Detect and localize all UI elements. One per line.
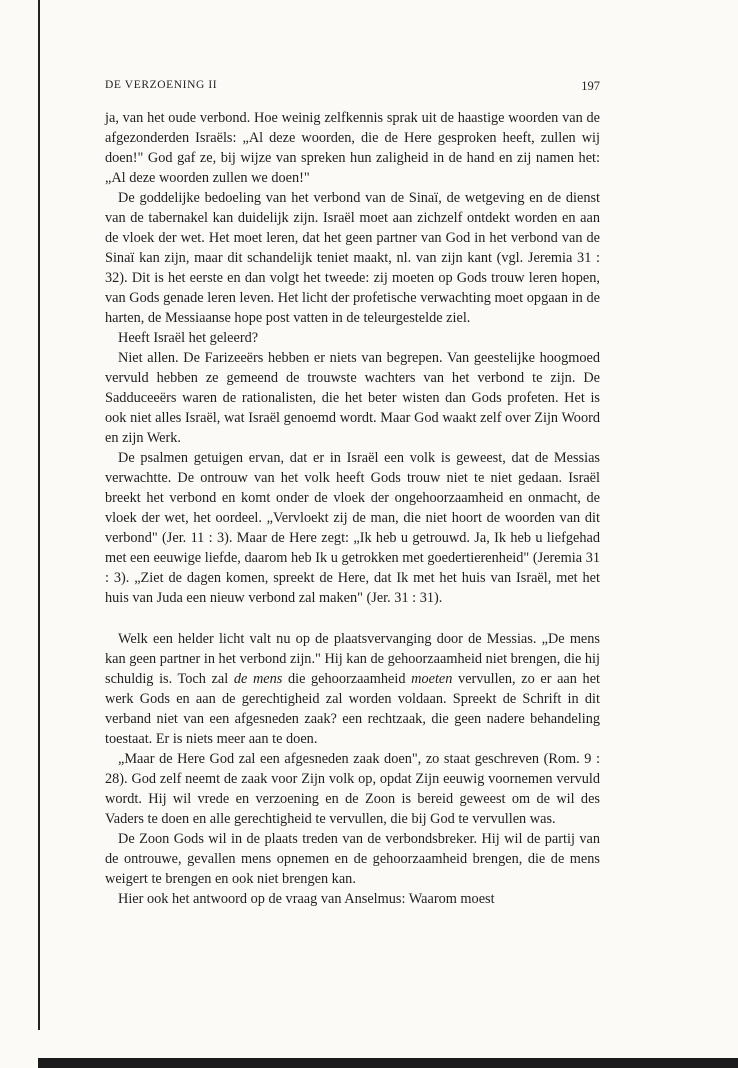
paragraph: ja, van het oude verbond. Hoe weinig zelfkennis sprak uit de haastige woorden van de afgezonderden Israëls: „Al deze woorden, die de Here gesproken heeft, zullen wij doen!" God gaf ze, bij wijze van spreken hun zaligheid in de hand en zij namen het: „Al deze woorden zullen we doen!" [105, 110, 600, 186]
emphasis: moeten [411, 671, 453, 687]
paragraph: „Maar de Here God zal een afgesneden zaak doen", zo staat geschreven (Rom. 9 : 28). God zelf neemt de zaak voor Zijn volk op, opdat Zijn eeuwig voornemen vervuld wordt. Hij wil vrede en verzoening en de Zoon is bereid geweest om de wil des Vaders te doen en alle gerechtigheid te vervullen, die bij God te vervullen was. [105, 751, 600, 827]
paragraph: De goddelijke bedoeling van het verbond van de Sinaï, de wetgeving en de dienst van de tabernakel kan duidelijk zijn. Israël moet aan zichzelf ontdekt worden en aan de vloek der wet. Het moet leren, dat het geen partner van God in het verbond van de Sinaï kan zijn, maar dit schandelijk teniet maakt, nl. van zijn kant (vgl. Jeremia 31 : 32). Dit is het eerste en dan volgt het tweede: zij moeten op Gods trouw leren hopen, van Gods genade leren leven. Het licht der profetische verwachting moet opgaan in de harten, de Messiaanse hope post vatten in de teleurgestelde ziel. [105, 190, 600, 326]
scan-left-edge [38, 0, 40, 1030]
page-number: 197 [581, 79, 600, 93]
text-run: vervullen, zo er aan het werk Gods en aan de gerechtigheid zal worden voldaan. Spreekt de Schrift in dit verband niet van een afgesneden zaak? een rechtzaak, die geen nadere behandeling toestaat. Er is niets meer aan te doen. [105, 671, 601, 747]
scan-bottom-edge [38, 1058, 738, 1068]
body-text [105, 108, 600, 909]
paragraph: Hier ook het antwoord op de vraag van Anselmus: Waarom moest [118, 891, 495, 907]
text-run: Welk een helder licht valt nu op de plaatsvervanging door de Messias. „De mens kan geen partner in het verbond zijn." Hij kan de gehoorzaamheid niet brengen, die hij schuldig is. Toch zal [105, 631, 600, 687]
paragraph: Niet allen. De Farizeeërs hebben er niets van begrepen. Van geestelijke hoogmoed vervuld hebben ze gemeend de trouwste wachters van het verbond te zijn. De Sadduceeërs waren de rationalisten, die het beter wisten dan Gods profeten. Het is ook niet alles Israël, wat Israël genoemd wordt. Maar God waakt zelf over Zijn Woord en zijn Werk. [105, 350, 600, 446]
paragraph: De Zoon Gods wil in de plaats treden van de verbondsbreker. Hij wil de partij van de ontrouwe, gevallen mens opnemen en de gehoorzaamheid brengen, die de mens weigert te brengen en ook niet brengen kan. [105, 831, 600, 887]
text-run: die gehoorzaamheid [282, 671, 412, 687]
paragraph [105, 629, 600, 749]
emphasis: de mens [233, 671, 283, 687]
running-header [105, 79, 600, 95]
paragraph: De psalmen getuigen ervan, dat er in Israël een volk is geweest, dat de Messias verwachtte. De ontrouw van het volk heeft Gods trouw niet te niet gedaan. Israël breekt het verbond en komt onder de vloek der ongehoorzaamheid en onmacht, de vloek der wet, het oordeel. „Vervloekt zij de man, die niet hoort de woorden van dit verbond" (Jer. 11 : 3). Maar de Here zegt: „Ik heb u getrouwd. Ja, Ik heb u liefgehad met een eeuwige liefde, daarom heb Ik u getrokken met goedertierenheid" (Jeremia 31 : 3). „Ziet de dagen komen, spreekt de Here, dat Ik met het huis van Israël, met het huis van Juda een nieuw verbond zal maken" (Jer. 31 : 31). [105, 450, 600, 606]
section-gap [105, 608, 600, 629]
chapter-title: DE VERZOENING II [105, 79, 218, 91]
paragraph: Heeft Israël het geleerd? [118, 330, 259, 346]
